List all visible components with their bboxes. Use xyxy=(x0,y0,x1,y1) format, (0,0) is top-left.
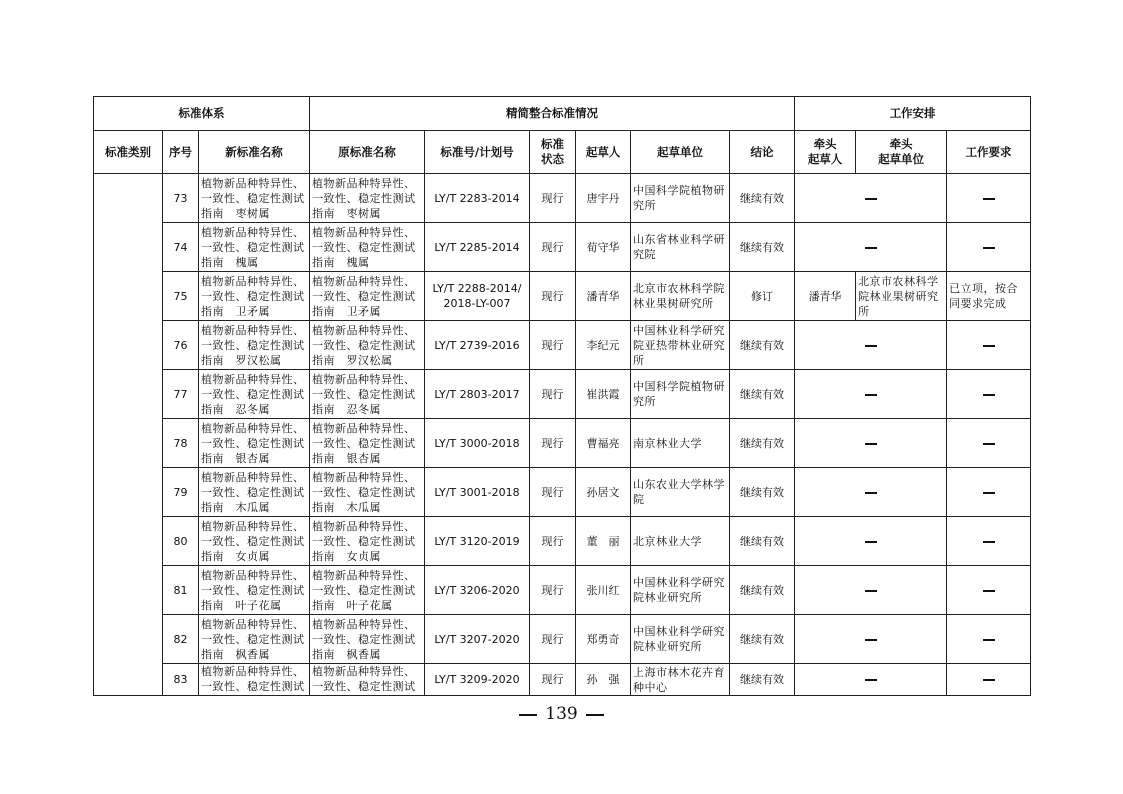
lead-dash xyxy=(865,639,877,641)
orig-name-cell xyxy=(310,664,425,696)
lead-merged-cell xyxy=(795,566,947,615)
drafter-cell: 董 丽 xyxy=(576,517,631,566)
unit-cell: 北京市农林科学院林业果树研究所 xyxy=(631,272,730,321)
orig-name-cell xyxy=(310,468,425,517)
requirement-dash xyxy=(983,345,995,347)
status-cell: 现行 xyxy=(530,664,576,696)
lead-dash xyxy=(865,345,877,347)
col-header-lead-drafter-line2: 起草人 xyxy=(807,152,843,166)
seq-cell: 82 xyxy=(163,615,199,664)
col-header-status-line2: 状态 xyxy=(541,152,564,166)
group-header-system: 标准体系 xyxy=(94,97,310,131)
seq-cell: 73 xyxy=(163,174,199,223)
new-name-cell-text: 植物新品种特异性、一致性、稳定性测试指南 银杏属 xyxy=(201,421,305,465)
table-row xyxy=(94,321,1031,370)
table-row xyxy=(94,370,1031,419)
drafter-cell: 唐宇丹 xyxy=(576,174,631,223)
lead-dash xyxy=(865,394,877,396)
seq-cell: 74 xyxy=(163,223,199,272)
new-name-cell-text: 植物新品种特异性、一致性、稳定性测试指南 卫矛属 xyxy=(201,274,305,318)
seq-cell: 77 xyxy=(163,370,199,419)
orig-name-cell-text: 植物新品种特异性、一致性、稳定性测试指南 银杏属 xyxy=(312,421,416,465)
new-name-cell xyxy=(199,517,310,566)
new-name-cell xyxy=(199,615,310,664)
status-cell: 现行 xyxy=(530,223,576,272)
status-cell: 现行 xyxy=(530,468,576,517)
requirement-dash xyxy=(983,443,995,445)
status-cell: 现行 xyxy=(530,566,576,615)
unit-cell: 中国科学院植物研究所 xyxy=(631,370,730,419)
conclusion-cell: 继续有效 xyxy=(730,615,795,664)
table-row xyxy=(94,517,1031,566)
table-body xyxy=(94,174,1031,696)
col-header-requirement: 工作要求 xyxy=(947,131,1031,174)
lead-merged-cell xyxy=(795,321,947,370)
requirement-cell xyxy=(947,468,1031,517)
unit-cell: 山东农业大学林学院 xyxy=(631,468,730,517)
conclusion-cell: 继续有效 xyxy=(730,321,795,370)
table-row xyxy=(94,664,1031,696)
page-number-dash-left xyxy=(519,714,537,716)
lead-dash xyxy=(865,443,877,445)
new-name-cell-text: 植物新品种特异性、一致性、稳定性测试指南 枣树属 xyxy=(201,176,305,220)
orig-name-cell xyxy=(310,615,425,664)
new-name-cell xyxy=(199,321,310,370)
orig-name-cell-text: 植物新品种特异性、一致性、稳定性测试指南 木瓜属 xyxy=(312,470,416,514)
orig-name-cell xyxy=(310,370,425,419)
orig-name-cell-text: 植物新品种特异性、一致性、稳定性测试 xyxy=(312,665,416,693)
new-name-cell xyxy=(199,223,310,272)
lead-merged-cell xyxy=(795,223,947,272)
new-name-cell-text: 植物新品种特异性、一致性、稳定性测试指南 罗汉松属 xyxy=(201,323,305,367)
unit-cell: 中国林业科学研究院林业研究所 xyxy=(631,566,730,615)
requirement-cell: 已立项，按合同要求完成 xyxy=(947,272,1031,321)
new-name-cell-text: 植物新品种特异性、一致性、稳定性测试 xyxy=(201,665,305,693)
page-number xyxy=(0,704,1123,724)
table-row xyxy=(94,615,1031,664)
standards-table xyxy=(93,96,1031,696)
group-header-work: 工作安排 xyxy=(795,97,1031,131)
unit-cell: 中国科学院植物研究所 xyxy=(631,174,730,223)
new-name-cell-text: 植物新品种特异性、一致性、稳定性测试指南 枫香属 xyxy=(201,617,305,661)
seq-cell: 75 xyxy=(163,272,199,321)
table-row xyxy=(94,468,1031,517)
lead-merged-cell xyxy=(795,174,947,223)
lead-merged-cell xyxy=(795,615,947,664)
std-no-cell: LY/T 3209-2020 xyxy=(425,664,530,696)
new-name-cell xyxy=(199,272,310,321)
requirement-dash xyxy=(983,198,995,200)
requirement-cell xyxy=(947,566,1031,615)
orig-name-cell xyxy=(310,566,425,615)
orig-name-cell-text: 植物新品种特异性、一致性、稳定性测试指南 叶子花属 xyxy=(312,568,416,612)
col-header-status-line1: 标准 xyxy=(541,137,564,151)
drafter-cell: 孙居文 xyxy=(576,468,631,517)
new-name-cell-text: 植物新品种特异性、一致性、稳定性测试指南 木瓜属 xyxy=(201,470,305,514)
col-header-lead-drafter xyxy=(795,131,856,174)
lead-dash xyxy=(865,492,877,494)
new-name-cell xyxy=(199,419,310,468)
table-row xyxy=(94,566,1031,615)
seq-cell: 78 xyxy=(163,419,199,468)
drafter-cell: 孙 强 xyxy=(576,664,631,696)
drafter-cell: 郑勇奇 xyxy=(576,615,631,664)
table-row xyxy=(94,223,1031,272)
lead-dash xyxy=(865,247,877,249)
std-no-cell: LY/T 3207-2020 xyxy=(425,615,530,664)
status-cell: 现行 xyxy=(530,615,576,664)
lead-merged-cell xyxy=(795,370,947,419)
requirement-dash xyxy=(983,639,995,641)
drafter-cell: 李纪元 xyxy=(576,321,631,370)
drafter-cell: 张川红 xyxy=(576,566,631,615)
col-header-new-name: 新标准名称 xyxy=(199,131,310,174)
std-no-cell: LY/T 2803-2017 xyxy=(425,370,530,419)
new-name-cell xyxy=(199,566,310,615)
requirement-cell xyxy=(947,321,1031,370)
column-header-row xyxy=(94,131,1031,174)
seq-cell: 79 xyxy=(163,468,199,517)
orig-name-cell-text: 植物新品种特异性、一致性、稳定性测试指南 女贞属 xyxy=(312,519,416,563)
requirement-dash xyxy=(983,590,995,592)
requirement-dash xyxy=(983,394,995,396)
seq-cell: 81 xyxy=(163,566,199,615)
new-name-cell xyxy=(199,174,310,223)
unit-cell: 中国林业科学研究院亚热带林业研究所 xyxy=(631,321,730,370)
std-no-cell: LY/T 3000-2018 xyxy=(425,419,530,468)
std-no-cell: LY/T 2283-2014 xyxy=(425,174,530,223)
requirement-cell xyxy=(947,615,1031,664)
table-row xyxy=(94,419,1031,468)
orig-name-cell xyxy=(310,174,425,223)
requirement-cell xyxy=(947,174,1031,223)
unit-cell: 上海市林木花卉育种中心 xyxy=(631,664,730,696)
col-header-lead-unit xyxy=(856,131,947,174)
unit-cell: 南京林业大学 xyxy=(631,419,730,468)
orig-name-cell xyxy=(310,419,425,468)
col-header-std-no: 标准号/计划号 xyxy=(425,131,530,174)
lead-dash xyxy=(865,198,877,200)
conclusion-cell: 继续有效 xyxy=(730,517,795,566)
status-cell: 现行 xyxy=(530,517,576,566)
lead-unit-cell: 北京市农林科学院林业果树研究所 xyxy=(856,272,947,321)
lead-dash xyxy=(865,590,877,592)
unit-cell: 北京林业大学 xyxy=(631,517,730,566)
new-name-cell xyxy=(199,664,310,696)
conclusion-cell: 继续有效 xyxy=(730,419,795,468)
std-no-cell: LY/T 2288-2014/ 2018-LY-007 xyxy=(425,272,530,321)
status-cell: 现行 xyxy=(530,370,576,419)
col-header-category: 标准类别 xyxy=(94,131,163,174)
requirement-dash xyxy=(983,541,995,543)
status-cell: 现行 xyxy=(530,419,576,468)
conclusion-cell: 继续有效 xyxy=(730,566,795,615)
page-number-text: 139 xyxy=(545,704,578,724)
conclusion-cell: 继续有效 xyxy=(730,174,795,223)
col-header-conclusion: 结论 xyxy=(730,131,795,174)
status-cell: 现行 xyxy=(530,174,576,223)
unit-cell: 山东省林业科学研究院 xyxy=(631,223,730,272)
std-no-cell: LY/T 2739-2016 xyxy=(425,321,530,370)
seq-cell: 76 xyxy=(163,321,199,370)
std-no-cell: LY/T 3001-2018 xyxy=(425,468,530,517)
std-no-cell: LY/T 2285-2014 xyxy=(425,223,530,272)
orig-name-cell xyxy=(310,223,425,272)
requirement-cell xyxy=(947,419,1031,468)
lead-merged-cell xyxy=(795,468,947,517)
seq-cell: 83 xyxy=(163,664,199,696)
requirement-cell xyxy=(947,223,1031,272)
table-row xyxy=(94,174,1031,223)
new-name-cell xyxy=(199,370,310,419)
orig-name-cell-text: 植物新品种特异性、一致性、稳定性测试指南 罗汉松属 xyxy=(312,323,416,367)
col-header-status xyxy=(530,131,576,174)
std-no-cell: LY/T 3206-2020 xyxy=(425,566,530,615)
group-header-row xyxy=(94,97,1031,131)
orig-name-cell-text: 植物新品种特异性、一致性、稳定性测试指南 枣树属 xyxy=(312,176,416,220)
conclusion-cell: 修订 xyxy=(730,272,795,321)
col-header-lead-unit-line2: 起草单位 xyxy=(878,152,925,166)
new-name-cell xyxy=(199,468,310,517)
col-header-unit: 起草单位 xyxy=(631,131,730,174)
orig-name-cell-text: 植物新品种特异性、一致性、稳定性测试指南 卫矛属 xyxy=(312,274,416,318)
orig-name-cell xyxy=(310,517,425,566)
unit-cell: 中国林业科学研究院林业研究所 xyxy=(631,615,730,664)
orig-name-cell-text: 植物新品种特异性、一致性、稳定性测试指南 忍冬属 xyxy=(312,372,416,416)
new-name-cell-text: 植物新品种特异性、一致性、稳定性测试指南 槐属 xyxy=(201,225,305,269)
page-number-dash-right xyxy=(586,714,604,716)
lead-dash xyxy=(865,541,877,543)
std-no-cell: LY/T 3120-2019 xyxy=(425,517,530,566)
requirement-cell xyxy=(947,664,1031,696)
group-header-integration: 精简整合标准情况 xyxy=(310,97,795,131)
col-header-lead-unit-line1: 牵头 xyxy=(889,137,913,151)
seq-cell: 80 xyxy=(163,517,199,566)
lead-dash xyxy=(865,679,877,681)
requirement-dash xyxy=(983,679,995,681)
conclusion-cell: 继续有效 xyxy=(730,223,795,272)
conclusion-cell: 继续有效 xyxy=(730,664,795,696)
col-header-orig-name: 原标准名称 xyxy=(310,131,425,174)
lead-merged-cell xyxy=(795,664,947,696)
status-cell: 现行 xyxy=(530,272,576,321)
orig-name-cell-text: 植物新品种特异性、一致性、稳定性测试指南 槐属 xyxy=(312,225,416,269)
requirement-cell xyxy=(947,370,1031,419)
conclusion-cell: 继续有效 xyxy=(730,468,795,517)
drafter-cell: 荀守华 xyxy=(576,223,631,272)
requirement-dash xyxy=(983,247,995,249)
new-name-cell-text: 植物新品种特异性、一致性、稳定性测试指南 忍冬属 xyxy=(201,372,305,416)
drafter-cell: 崔洪霞 xyxy=(576,370,631,419)
new-name-cell-text: 植物新品种特异性、一致性、稳定性测试指南 叶子花属 xyxy=(201,568,305,612)
col-header-seq: 序号 xyxy=(163,131,199,174)
lead-drafter-cell: 潘青华 xyxy=(795,272,856,321)
orig-name-cell xyxy=(310,321,425,370)
new-name-cell-text: 植物新品种特异性、一致性、稳定性测试指南 女贞属 xyxy=(201,519,305,563)
lead-merged-cell xyxy=(795,517,947,566)
requirement-cell xyxy=(947,517,1031,566)
lead-merged-cell xyxy=(795,419,947,468)
drafter-cell: 曹福亮 xyxy=(576,419,631,468)
col-header-lead-drafter-line1: 牵头 xyxy=(813,137,837,151)
conclusion-cell: 继续有效 xyxy=(730,370,795,419)
requirement-dash xyxy=(983,492,995,494)
category-cell xyxy=(94,174,163,696)
orig-name-cell-text: 植物新品种特异性、一致性、稳定性测试指南 枫香属 xyxy=(312,617,416,661)
orig-name-cell xyxy=(310,272,425,321)
drafter-cell: 潘青华 xyxy=(576,272,631,321)
col-header-drafter: 起草人 xyxy=(576,131,631,174)
status-cell: 现行 xyxy=(530,321,576,370)
table-row xyxy=(94,272,1031,321)
